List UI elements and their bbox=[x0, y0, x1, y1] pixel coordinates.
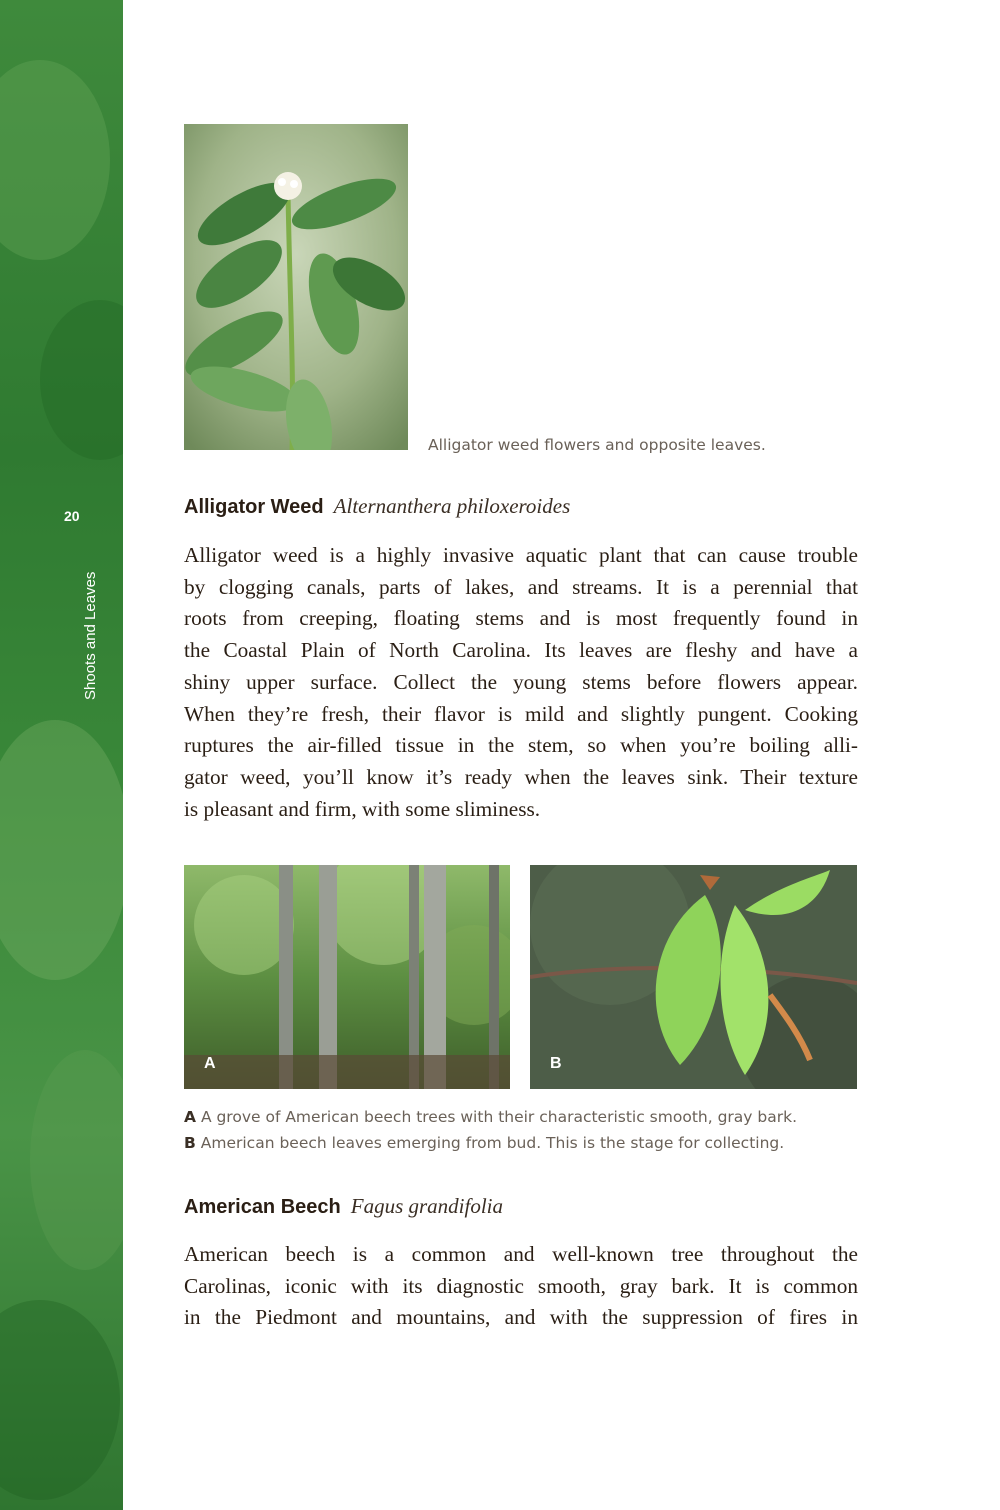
common-name: American Beech bbox=[184, 1196, 341, 1218]
text-line: When they’re fresh, their flavor is mild and slightly pungent. Cooking bbox=[184, 701, 858, 726]
caption-text-a: A grove of American beech trees with their characteristic smooth, gray bark. bbox=[200, 1108, 797, 1126]
beech-caption-a bbox=[184, 1104, 797, 1130]
text-line: gator weed, you’ll know it’s ready when the leaves sink. Their texture bbox=[184, 764, 858, 789]
text-line: ruptures the air-filled tissue in the stem, so when you’re boiling alli- bbox=[184, 733, 858, 758]
beech-caption-b bbox=[184, 1130, 784, 1156]
scientific-name: Alternanthera philoxeroides bbox=[333, 494, 571, 518]
beech-grove-photo bbox=[184, 865, 510, 1089]
text-line: shiny upper surface. Collect the young stems before flowers appear. bbox=[184, 669, 858, 694]
american-beech-heading bbox=[184, 1194, 503, 1219]
scientific-name: Fagus grandifolia bbox=[350, 1194, 504, 1218]
text-line: the Coastal Plain of North Carolina. Its leaves are fleshy and have a bbox=[184, 638, 858, 663]
text-line: Alligator weed is a highly invasive aquatic plant that can cause trouble bbox=[184, 543, 858, 567]
alligator-weed-body bbox=[184, 540, 858, 825]
text-line: Carolinas, iconic with its diagnostic smooth, gray bark. It is common bbox=[184, 1273, 858, 1298]
side-band bbox=[0, 0, 123, 1510]
text-line: roots from creeping, floating stems and is most frequently found in bbox=[184, 606, 858, 631]
photo-letter-b: B bbox=[550, 1055, 562, 1072]
caption-letter-a: A bbox=[184, 1108, 196, 1126]
caption-letter-b: B bbox=[184, 1134, 196, 1152]
text-line: in the Piedmont and mountains, and with the suppression of fires in bbox=[184, 1305, 858, 1330]
alligator-weed-caption: Alligator weed flowers and opposite leaves. bbox=[428, 436, 766, 454]
common-name: Alligator Weed bbox=[184, 496, 324, 518]
photo-letter-a: A bbox=[204, 1055, 216, 1072]
page-number: 20 bbox=[64, 508, 80, 524]
section-label: Shoots and Leaves bbox=[82, 571, 99, 700]
beech-leaves-photo bbox=[530, 865, 857, 1089]
text-line: by clogging canals, parts of lakes, and streams. It is a perennial that bbox=[184, 574, 858, 599]
caption-text-b: American beech leaves emerging from bud. This is the stage for collecting. bbox=[200, 1134, 785, 1152]
alligator-weed-photo bbox=[184, 124, 408, 450]
text-line: American beech is a common and well-known tree throughout the bbox=[184, 1242, 858, 1266]
american-beech-body bbox=[184, 1239, 858, 1334]
text-line: is pleasant and firm, with some sliminess. bbox=[184, 796, 541, 821]
alligator-weed-heading bbox=[184, 494, 570, 519]
